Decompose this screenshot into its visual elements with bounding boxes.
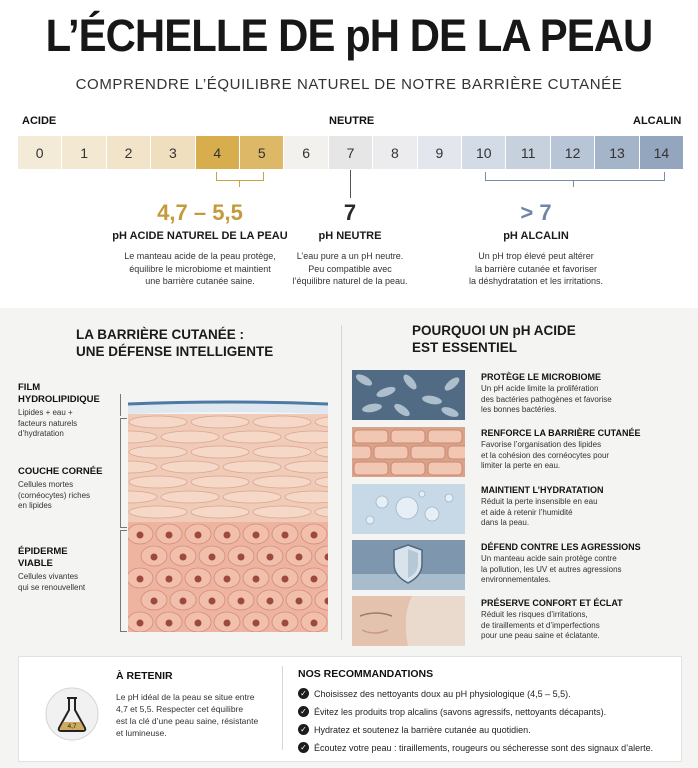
face-skin-icon: [352, 596, 465, 646]
barrier-title-line: LA BARRIÈRE CUTANÉE :: [76, 327, 244, 342]
cell-nucleus: [311, 576, 318, 583]
why-item-text: limiter la perte en eau.: [481, 461, 561, 470]
cell-nucleus: [282, 620, 289, 627]
cell-nucleus: [311, 620, 318, 627]
why-item-title: RENFORCE LA BARRIÈRE CUTANÉE: [481, 428, 641, 438]
why-item-text: des bactéries pathogènes et favorise: [481, 394, 612, 404]
ph-cell: 10: [462, 136, 506, 169]
ph-cell: 14: [640, 136, 684, 169]
cell-nucleus: [238, 598, 245, 605]
stat-alkaline-label: pH ALCALIN: [503, 230, 569, 242]
why-item-text: pour une peau saine et éclatante.: [481, 631, 600, 640]
page-subtitle: COMPRENDRE L’ÉQUILIBRE NATUREL DE NOTRE BARRIÈRE CUTANÉE: [75, 76, 623, 93]
column-divider: [341, 325, 342, 640]
cell-nucleus: [209, 554, 216, 561]
ph-cell: 3: [151, 136, 195, 169]
layer-bracket: [120, 530, 127, 632]
stat-alkaline-value: > 7: [520, 200, 552, 225]
flask-icon: [44, 686, 100, 742]
recommendation-text: Choisissez des nettoyants doux au pH physiologique (4,5 – 5,5).: [314, 688, 571, 699]
page-title: L’ÉCHELLE DE pH DE LA PEAU: [45, 10, 653, 61]
stat-acid-value: 4,7 – 5,5: [157, 200, 243, 225]
why-item-text: Réduit les risques d’irritations,: [481, 610, 588, 619]
corneocyte-cell: [253, 506, 311, 518]
layer-text: Lipides + eau +: [18, 408, 73, 417]
layer-viable-epidermis: [18, 546, 118, 593]
why-item-title: MAINTIENT L’HYDRATATION: [481, 485, 604, 495]
corneocyte-cell: [253, 446, 311, 458]
ph-cell: 1: [62, 136, 106, 169]
why-item-text: Favorise l’organisation des lipides: [481, 440, 602, 449]
ph-cell: 6: [284, 136, 328, 169]
cell-nucleus: [296, 598, 303, 605]
cell-nucleus: [311, 532, 318, 539]
stat-neutral-value: 7: [343, 200, 357, 225]
barrier-title: [76, 326, 273, 360]
cell-nucleus: [195, 576, 202, 583]
recommendation-item: [298, 742, 678, 753]
recommendation-item: [298, 724, 678, 735]
retain-text: 4,7 et 5,5. Respecter cet équilibre: [116, 704, 244, 714]
layer-text: facteurs naturels: [18, 418, 78, 428]
corneocyte-cell: [161, 431, 219, 443]
microbiome-icon: [352, 370, 465, 420]
corneocyte-cell: [129, 506, 187, 518]
cell-nucleus: [195, 532, 202, 539]
cell-nucleus: [296, 554, 303, 561]
stat-neutral: [260, 200, 440, 288]
stat-acid-line: Le manteau acide de la peau protège,: [124, 251, 276, 261]
cell-nucleus: [267, 598, 274, 605]
acid-bracket-stem: [239, 180, 240, 187]
layer-title: COUCHE CORNÉE: [18, 466, 103, 477]
summary-divider: [282, 666, 283, 750]
stat-neutral-line: l’équilibre naturel de la peau.: [292, 276, 408, 286]
why-title: [412, 322, 576, 356]
retain-section: [116, 670, 276, 739]
why-item-text: de tiraillements et d’imperfections: [481, 620, 600, 630]
stat-alkaline-line: la barrière cutanée et favoriser: [474, 263, 598, 274]
why-item-text: Un manteau acide sain protège contre: [481, 554, 617, 563]
corneocyte-cell: [253, 416, 311, 428]
why-item-barrier: [481, 428, 691, 472]
recommendations-title: NOS RECOMMANDATIONS: [298, 668, 434, 680]
neutral-pointer-line: [350, 170, 351, 198]
cell-nucleus: [137, 576, 144, 583]
layer-text: Cellules vivantes: [18, 572, 79, 581]
ph-cell: 13: [595, 136, 639, 169]
neutral-label: NEUTRE: [329, 115, 375, 127]
corneocyte-cell: [191, 446, 249, 458]
cell-nucleus: [282, 576, 289, 583]
cell-nucleus: [166, 620, 173, 627]
cell-nucleus: [151, 598, 158, 605]
why-item-text: Réduit la perte insensible en eau: [481, 497, 598, 506]
corneocyte-cell: [129, 476, 187, 488]
stat-alkaline-line: la déshydratation et les irritations.: [468, 276, 604, 286]
cell-nucleus: [267, 554, 274, 561]
why-title-line: POURQUOI UN pH ACIDE: [412, 323, 576, 338]
retain-text: et lumineuse.: [116, 728, 167, 738]
why-item-text: environnementales.: [481, 575, 551, 584]
cell-nucleus: [137, 532, 144, 539]
why-item-text: et aide à retenir l’humidité: [481, 507, 573, 517]
corneocyte-cell: [161, 461, 219, 473]
layer-bracket: [120, 418, 127, 528]
recommendation-text: Hydratez et soutenez la barrière cutanée au quotidien.: [314, 724, 531, 735]
shield-icon: [352, 540, 465, 590]
recommendations-section: [298, 668, 678, 753]
check-icon: ✓: [298, 688, 309, 699]
cell-nucleus: [253, 576, 260, 583]
stat-neutral-line: L’eau pure a un pH neutre.: [296, 251, 404, 261]
recommendation-item: [298, 706, 678, 717]
why-item-text: Un pH acide limite la prolifération: [481, 384, 599, 393]
layer-title: HYDROLIPIDIQUE: [18, 394, 100, 405]
retain-text: Le pH idéal de la peau se situe entre: [116, 692, 255, 702]
cell-nucleus: [180, 554, 187, 561]
stat-alkaline: [436, 200, 636, 288]
alkaline-bracket-stem: [573, 180, 574, 187]
skin-cross-section-illustration: [128, 392, 328, 632]
stat-acid-line: équilibre le microbiome et maintient: [129, 263, 271, 274]
stat-neutral-line: Peu compatible avec: [308, 263, 392, 274]
layer-text: d’hydratation: [18, 429, 64, 438]
cell-nucleus: [238, 554, 245, 561]
stat-alkaline-line: Un pH trop élevé peut altérer: [478, 251, 594, 261]
why-title-line: EST ESSENTIEL: [412, 340, 518, 355]
why-item-defense: [481, 542, 691, 586]
layer-title: FILM: [18, 382, 41, 393]
layer-bracket: [120, 394, 127, 416]
corneocyte-cell: [161, 491, 219, 503]
cell-nucleus: [224, 576, 231, 583]
layer-text: Cellules mortes: [18, 480, 74, 489]
layer-hydrolipid: [18, 382, 118, 440]
why-item-text: la pollution, les UV et autres agressions: [481, 564, 622, 574]
why-item-text: les bonnes bactéries.: [481, 405, 557, 414]
cell-nucleus: [209, 598, 216, 605]
why-item-hydration: [481, 485, 691, 529]
retain-title: À RETENIR: [116, 670, 173, 682]
flask-ph-text: 4,7: [67, 723, 77, 730]
barrier-title-line: UNE DÉFENSE INTELLIGENTE: [76, 344, 274, 359]
cell-nucleus: [137, 620, 144, 627]
why-item-comfort: [481, 598, 691, 642]
corneocyte-cell: [129, 416, 187, 428]
recommendation-item: [298, 688, 678, 699]
alkaline-range-bracket: [485, 172, 665, 181]
why-item-text: et la cohésion des cornéocytes pour: [481, 450, 610, 460]
corneocyte-cell: [191, 476, 249, 488]
why-item-text: dans la peau.: [481, 518, 530, 527]
corneocyte-cell: [223, 461, 281, 473]
cell-nucleus: [282, 532, 289, 539]
recommendation-text: Écoutez votre peau : tiraillements, rougeurs ou sécheresse sont des signaux d’alerte.: [314, 742, 654, 753]
check-icon: ✓: [298, 742, 309, 753]
cell-nucleus: [195, 620, 202, 627]
corneocyte-cell: [191, 416, 249, 428]
ph-cell: 8: [373, 136, 417, 169]
acid-range-bracket: [216, 172, 264, 181]
alkaline-label: ALCALIN: [633, 115, 682, 127]
cell-nucleus: [224, 620, 231, 627]
layer-stratum-corneum: [18, 466, 118, 512]
cell-nucleus: [151, 554, 158, 561]
corneocyte-cell: [129, 446, 187, 458]
why-item-microbiome: [481, 372, 691, 416]
why-item-title: DÉFEND CONTRE LES AGRESSIONS: [481, 542, 641, 552]
ph-cell: 12: [551, 136, 595, 169]
retain-text: est la clé d’une peau saine, résistante: [116, 716, 259, 726]
stat-acid-line: une barrière cutanée saine.: [145, 276, 255, 286]
ph-cell: 5: [240, 136, 284, 169]
cell-nucleus: [166, 576, 173, 583]
water-drops-icon: [352, 484, 465, 534]
layer-text: qui se renouvellent: [18, 582, 86, 592]
layer-title: ÉPIDERME: [18, 546, 68, 557]
ph-cell: 7: [329, 136, 373, 169]
cell-nucleus: [180, 598, 187, 605]
ph-cell: 0: [18, 136, 62, 169]
cell-nucleus: [166, 532, 173, 539]
ph-cell: 2: [107, 136, 151, 169]
layer-text: (cornéocytes) riches: [18, 490, 91, 500]
cell-nucleus: [253, 620, 260, 627]
ph-scale-bar: [18, 136, 684, 169]
corneocyte-cell: [253, 476, 311, 488]
corneocyte-cell: [223, 491, 281, 503]
stat-neutral-label: pH NEUTRE: [318, 230, 382, 242]
ph-cell: 11: [506, 136, 550, 169]
corneocyte-cell: [223, 431, 281, 443]
brick-wall-icon: [352, 427, 465, 477]
ph-cell: 9: [418, 136, 462, 169]
layer-text: en lipides: [18, 501, 52, 510]
check-icon: ✓: [298, 706, 309, 717]
stat-acid-label: pH ACIDE NATUREL DE LA PEAU: [112, 230, 288, 242]
why-item-title: PROTÈGE LE MICROBIOME: [481, 372, 602, 382]
cell-nucleus: [253, 532, 260, 539]
check-icon: ✓: [298, 724, 309, 735]
cell-nucleus: [224, 532, 231, 539]
corneocyte-cell: [191, 506, 249, 518]
ph-cell: 4: [196, 136, 240, 169]
recommendation-text: Évitez les produits trop alcalins (savons agressifs, nettoyants décapants).: [314, 706, 607, 717]
layer-title: VIABLE: [18, 558, 53, 569]
acid-label: ACIDE: [22, 115, 57, 127]
why-item-title: PRÉSERVE CONFORT ET ÉCLAT: [481, 598, 623, 608]
